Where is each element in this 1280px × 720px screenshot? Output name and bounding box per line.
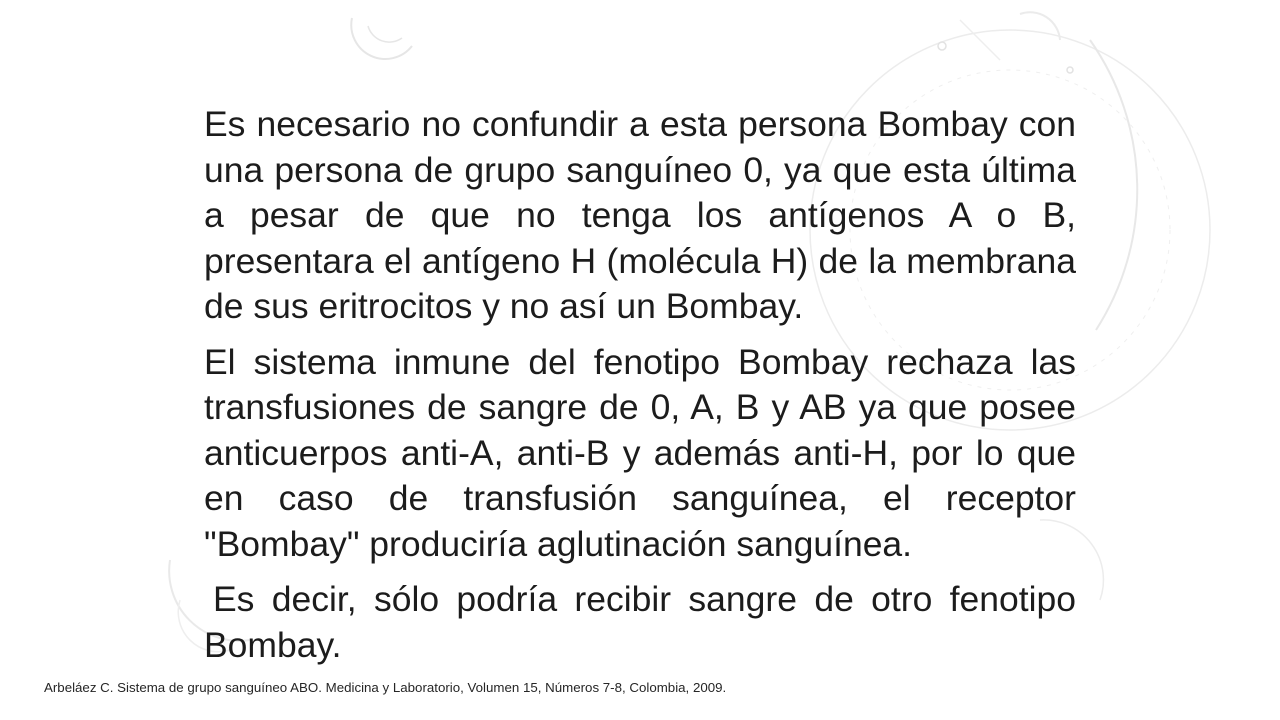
decorative-arc-top (351, 18, 412, 59)
citation: Arbeláez C. Sistema de grupo sanguíneo ABO. Medicina y Laboratorio, Volumen 15, Números 7-8, Colombia, 2009. (44, 680, 727, 695)
paragraph-conclusion: Es decir, sólo podría recibir sangre de otro fenotipo Bombay. (204, 579, 1076, 665)
paragraph-immune-system: El sistema inmune del fenotipo Bombay rechaza las transfusiones de sangre de 0, A, B y AB ya que posee anticuerpos anti-A, anti-B y además anti-H, por lo que en caso de transfusión sanguínea, el receptor "Bombay" produciría aglutinación sanguínea. (204, 341, 1076, 564)
body-text (204, 102, 1076, 678)
paragraph-bombay-vs-group-0: Es necesario no confundir a esta persona Bombay con una persona de grupo sanguíneo 0, ya que esta última a pesar de que no tenga los antígenos A o B, presentara el antígeno H (molécula H) de la membrana de sus eritrocitos y no así un Bombay. (204, 104, 1076, 326)
